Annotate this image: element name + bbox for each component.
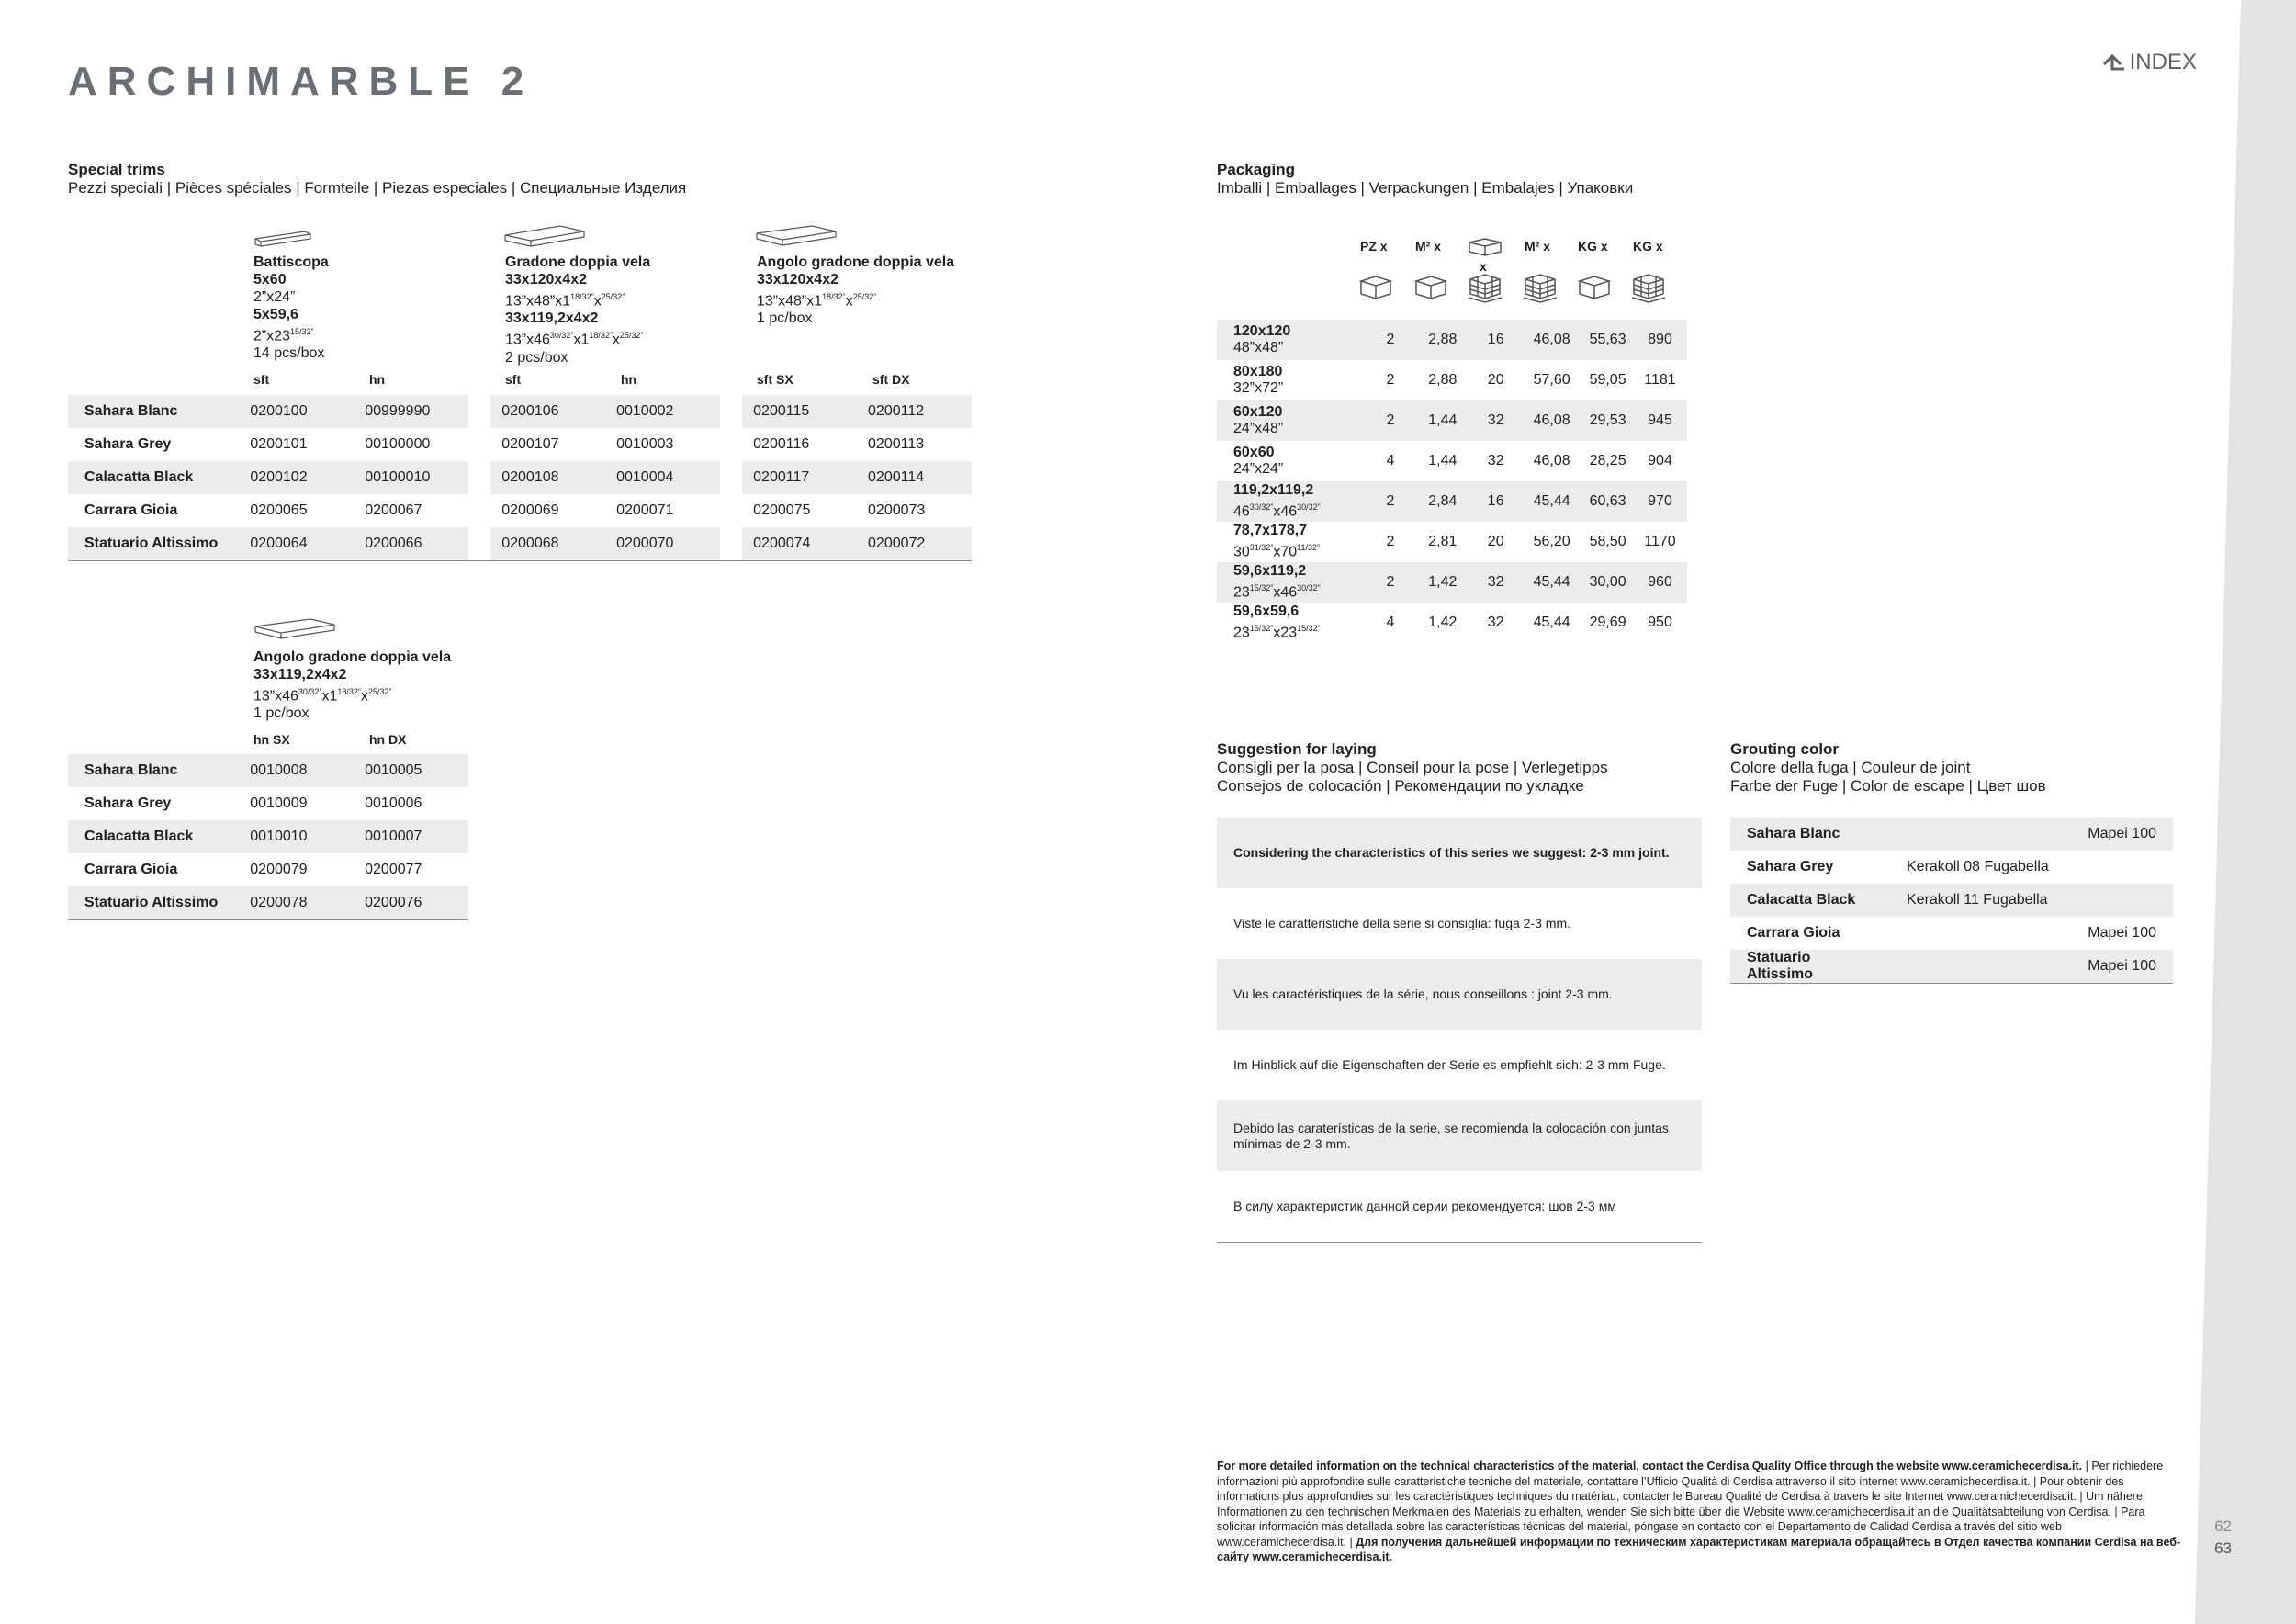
sup: 25/32” [601, 292, 625, 301]
product-pack: 2 pcs/box [505, 349, 568, 366]
table-row [1730, 884, 2173, 917]
format-cell [1217, 400, 1367, 441]
code-cell: 0200102 [239, 461, 354, 494]
product-pack: 1 pc/box [253, 705, 310, 722]
table-row [68, 527, 972, 560]
product-size-in: 2”x24” [253, 289, 296, 305]
row-label: Sahara Grey [1747, 859, 1834, 874]
pallet-icon [1522, 272, 1559, 303]
special-trims-heading: Special trims [68, 161, 165, 178]
table-row [1730, 818, 2173, 851]
table-row [68, 428, 972, 461]
sup: 30/32” [1249, 502, 1274, 513]
row-label: Carrara Gioia [84, 862, 178, 877]
code-cell: 0200108 [490, 461, 605, 494]
suggestion-heading: Suggestion for laying [1217, 740, 1377, 758]
suggestion-line: Viste le caratteristiche della serie si consiglia: fuga 2-3 mm. [1233, 916, 1571, 930]
row-label: Sahara Blanc [68, 754, 239, 787]
special-trims-header [68, 161, 686, 197]
product-size-cm: 33x119,2x4x2 [253, 667, 347, 682]
value-cell: 45,44 [1533, 615, 1570, 630]
footer-bold-ru: Для получения дальнейшей информации по техническим характеристикам материала обращайтесь в Отдел качества компании Cerdisa на веб-сайту www.ceramichecerdisa.it. [1217, 1535, 2181, 1563]
table-row [68, 820, 468, 853]
format-cell [1217, 603, 1367, 643]
value-cell: 1170 [1644, 534, 1676, 549]
code-cell: 0010006 [365, 795, 422, 811]
value-cell: 56,20 [1533, 534, 1570, 549]
format-in-mid: x46 [1273, 584, 1298, 601]
product-angolo-2 [253, 648, 451, 722]
col-header-m2: M² x [1415, 239, 1441, 254]
value-cell: 1181 [1644, 372, 1676, 388]
code-cell: 0200101 [250, 436, 308, 452]
table-row [68, 886, 468, 919]
row-label: Calacatta Black [68, 461, 239, 494]
grouting-table [1730, 818, 2173, 984]
sup: 18/32” [570, 292, 594, 301]
suggestion-line: Considering the characteristics of this series we suggest: 2-3 mm joint. [1217, 818, 1702, 888]
value-cell: 20 [1487, 372, 1504, 388]
value-cell: 945 [1633, 400, 1687, 441]
sup: 18/32” [822, 292, 846, 301]
kerakoll-cell [1890, 950, 2069, 984]
footer-bold: For more detailed information on the technical characteristics of the material, contact the Cerdisa Quality Office through the website www.ceramichecerdisa.it. [1217, 1460, 2083, 1472]
code-cell: 0200076 [354, 886, 468, 919]
kerakoll-cell: Kerakoll 11 Fugabella [1890, 884, 2069, 917]
code-cell: 00100000 [365, 436, 431, 452]
sup: 18/32” [589, 331, 613, 341]
suggestion-header [1217, 740, 1608, 795]
value-cell: 890 [1633, 320, 1687, 360]
sup: 30/32” [1297, 583, 1321, 593]
code-cell: 0200072 [857, 527, 972, 560]
sup: 25/32” [852, 292, 877, 301]
code-cell: 0200117 [742, 461, 857, 494]
table-row [1730, 917, 2173, 950]
sup: 25/32” [367, 687, 392, 696]
x: x [593, 293, 602, 310]
format-in: 46 [1233, 503, 1250, 520]
table-row [1217, 522, 1687, 562]
mapei-cell: Mapei 100 [2069, 950, 2173, 984]
suggestion-list [1217, 818, 1702, 1243]
value-cell: 4 [1386, 453, 1395, 468]
value-cell: 1,42 [1428, 615, 1458, 630]
product-name: Angolo gradone doppia vela [253, 649, 452, 665]
value-cell: 59,05 [1589, 372, 1626, 388]
sup: 25/32” [619, 331, 644, 341]
format-cell [1217, 481, 1367, 522]
product-gradone [505, 254, 650, 367]
sup: 30/32” [1297, 502, 1321, 513]
packaging-header [1217, 161, 1633, 197]
code-cell: 0200065 [250, 502, 308, 518]
format-in-mid: x70 [1273, 544, 1298, 560]
code-cell: 0010009 [250, 795, 308, 811]
packaging-table [1217, 320, 1687, 643]
code-cell: 0200064 [239, 527, 354, 560]
format-cm: 59,6x119,2 [1233, 563, 1307, 580]
packaging-heading: Packaging [1217, 161, 1296, 178]
page-title: ARCHIMARBLE 2 [68, 59, 535, 104]
format-in-mid: x46 [1273, 503, 1298, 520]
index-link[interactable] [2102, 50, 2197, 75]
format-in-mid: x23 [1273, 625, 1298, 641]
table-row [68, 494, 972, 527]
pallet-icon [1630, 272, 1667, 303]
sup: 15/32” [1249, 624, 1274, 634]
pallet-icon [1467, 272, 1503, 303]
col-header-m2-pallet: M² x [1525, 239, 1550, 254]
arrow-up-icon [2102, 53, 2126, 72]
page-edge-band [2195, 0, 2296, 1624]
code-cell: 0200074 [742, 527, 857, 560]
row-label: Calacatta Black [1730, 884, 1890, 917]
kerakoll-cell [1890, 917, 2069, 950]
value-cell: 2 [1386, 534, 1395, 549]
corner-step-icon [755, 224, 839, 252]
format-cell [1217, 360, 1367, 400]
page-number-left: 62 [2214, 1517, 2232, 1535]
value-cell: 2 [1367, 481, 1415, 522]
code-cell: 0010005 [354, 754, 468, 787]
sup: 18/32” [337, 687, 361, 696]
column-gap [720, 461, 742, 494]
format-cell [1217, 441, 1367, 481]
table-row [1217, 481, 1687, 522]
product-size2-in: 13”x46 [505, 332, 550, 348]
col-header: sft SX [757, 372, 793, 387]
suggestion-line: В силу характеристик данной серии рекомендуется: шов 2-3 мм [1233, 1199, 1616, 1213]
value-cell: 46,08 [1521, 320, 1582, 360]
format-in: 23 [1233, 584, 1250, 601]
col-header: hn [369, 372, 386, 387]
grouting-heading: Grouting color [1730, 740, 1840, 758]
x: x [845, 293, 853, 310]
product-angolo [757, 254, 954, 327]
value-cell: 2,88 [1414, 320, 1470, 360]
format-cell [1217, 562, 1367, 603]
code-cell: 0200066 [354, 527, 468, 560]
sup: 15/32” [1249, 583, 1274, 593]
column-gap [468, 461, 490, 494]
value-cell: 1,44 [1414, 400, 1470, 441]
code-cell: 0200068 [490, 527, 605, 560]
value-cell: 2,81 [1428, 534, 1458, 549]
row-label: Sahara Grey [84, 795, 172, 811]
code-cell: 0010002 [605, 395, 720, 428]
table-row [1217, 441, 1687, 481]
column-gap [720, 494, 742, 527]
grouting-header [1730, 740, 2046, 795]
format-cm: 60x60 [1233, 445, 1275, 460]
column-gap [468, 494, 490, 527]
table-row [68, 461, 972, 494]
sup: 30/32” [298, 687, 322, 696]
product-size2-cm: 5x59,6 [253, 307, 298, 322]
value-cell: 2 [1367, 400, 1415, 441]
code-cell: 0200070 [605, 527, 720, 560]
value-cell: 28,25 [1589, 453, 1626, 468]
value-cell: 29,69 [1589, 615, 1626, 630]
product-battiscopa [253, 254, 329, 362]
mapei-cell: Mapei 100 [2069, 818, 2173, 851]
code-cell: 0010008 [239, 754, 354, 787]
row-label: Carrara Gioia [84, 502, 178, 518]
grouting-subheading-1: Colore della fuga | Couleur de joint [1730, 759, 1971, 776]
code-cell: 0200100 [239, 395, 354, 428]
code-cell: 0200078 [239, 886, 354, 919]
kerakoll-cell [1890, 818, 2069, 851]
product-size-cm: 33x120x4x2 [505, 272, 587, 288]
code-cell: 0200077 [365, 862, 422, 877]
product-pack: 14 pcs/box [253, 345, 325, 362]
value-cell: 970 [1633, 481, 1687, 522]
code-cell: 0200067 [365, 502, 422, 518]
mapei-cell [2069, 851, 2173, 884]
product-size2-in: 2”x23 [253, 328, 291, 344]
value-cell: 58,50 [1589, 534, 1626, 549]
code-cell: 0010003 [616, 436, 674, 452]
table-row [68, 754, 468, 787]
suggestion-subheading-2: Consejos de colocación | Рекомендации по укладке [1217, 777, 1584, 795]
col-header-kg: KG x [1578, 239, 1608, 254]
value-cell: 16 [1470, 320, 1521, 360]
table-row [1217, 603, 1687, 643]
step-tread-icon [503, 224, 588, 252]
suggestion-line: Vu les caractéristiques de la série, nous conseillons : joint 2-3 mm. [1217, 959, 1702, 1030]
special-trims-table [68, 395, 972, 561]
row-label: Carrara Gioia [1747, 925, 1840, 941]
packaging-column-headers [1360, 237, 1694, 310]
box-icon [1467, 237, 1503, 257]
format-cell [1217, 320, 1367, 360]
value-cell: 32 [1487, 453, 1504, 468]
format-cm: 120x120 [1233, 323, 1291, 339]
box-icon [1358, 274, 1393, 299]
code-cell: 0010004 [605, 461, 720, 494]
code-cell: 0200106 [490, 395, 605, 428]
format-in: 24”x48” [1233, 421, 1284, 436]
code-cell: 0200073 [868, 502, 926, 518]
grouting-subheading-2: Farbe der Fuge | Color de escape | Цвет шов [1730, 777, 2046, 795]
col-header: hn [621, 372, 637, 387]
format-in: 23 [1233, 625, 1250, 641]
col-header-kg-pallet: KG x [1633, 239, 1663, 254]
x: x [612, 332, 620, 348]
col-header: hn SX [253, 732, 290, 747]
value-cell: 55,63 [1582, 320, 1633, 360]
packaging-subheading: Imballi | Emballages | Verpackungen | Embalajes | Упаковки [1217, 179, 1634, 197]
code-cell: 0200115 [742, 395, 857, 428]
format-in: 48”x48” [1233, 340, 1284, 355]
row-label: Statuario Altissimo [1730, 950, 1890, 984]
code-cell: 0200107 [501, 436, 559, 452]
product-size2-cm: 33x119,2x4x2 [505, 310, 599, 327]
table-row [1217, 320, 1687, 360]
row-label: Sahara Grey [84, 436, 172, 452]
column-gap [468, 395, 490, 428]
format-in: 24”x24” [1233, 461, 1284, 477]
value-cell: 950 [1648, 615, 1672, 630]
code-cell: 0200071 [616, 502, 674, 518]
code-cell: 0200069 [501, 502, 559, 518]
product-size-in: 13”x48”x1 [757, 293, 823, 310]
format-cm: 59,6x59,6 [1233, 603, 1300, 620]
x: x1 [321, 688, 338, 705]
page-number-right: 63 [2214, 1539, 2232, 1557]
col-header: sft DX [872, 372, 910, 387]
code-cell: 0200112 [857, 395, 972, 428]
col-header: sft [505, 372, 522, 387]
column-gap [720, 527, 742, 560]
index-label: INDEX [2129, 50, 2197, 74]
table-row [1217, 562, 1687, 603]
table-row [1730, 950, 2173, 984]
table-row [1217, 360, 1687, 400]
value-cell: 16 [1470, 481, 1521, 522]
value-cell: 1,44 [1428, 453, 1458, 468]
format-cm: 119,2x119,2 [1233, 482, 1314, 499]
format-in: 30 [1233, 544, 1250, 560]
suggestion-subheading-1: Consigli per la posa | Conseil pour la pose | Verlegetipps [1217, 759, 1608, 776]
row-label: Statuario Altissimo [68, 527, 239, 560]
product-pack: 1 pc/box [757, 310, 813, 327]
code-cell: 0200075 [753, 502, 811, 518]
value-cell: 45,44 [1521, 481, 1582, 522]
suggestion-line: Debido las caraterísticas de la serie, se recomienda la colocación con juntas mínimas de 2-3 mm. [1217, 1100, 1702, 1171]
code-cell: 0010010 [239, 820, 354, 853]
code-cell: 0200079 [250, 862, 308, 877]
row-label: Sahara Blanc [1730, 818, 1890, 851]
value-cell: 30,00 [1582, 562, 1633, 603]
value-cell: 2 [1367, 320, 1415, 360]
code-cell: 0200114 [857, 461, 972, 494]
product-size2-in-sup: 15/32” [290, 327, 314, 336]
value-cell: 1,42 [1414, 562, 1470, 603]
box-icon [1413, 274, 1448, 299]
format-in: 32”x72” [1233, 380, 1284, 396]
value-cell: 57,60 [1533, 372, 1570, 388]
special-trims-table-2 [68, 754, 468, 920]
mapei-cell [2069, 884, 2173, 917]
value-cell: 32 [1470, 400, 1521, 441]
row-label: Sahara Blanc [68, 395, 239, 428]
sup: 30/32” [549, 331, 574, 341]
battiscopa-icon [253, 230, 312, 250]
value-cell: 2,84 [1414, 481, 1470, 522]
value-cell: 60,63 [1582, 481, 1633, 522]
format-cm: 60x120 [1233, 404, 1283, 420]
table-row [68, 787, 468, 820]
value-cell: 4 [1386, 615, 1395, 630]
row-label: Statuario Altissimo [68, 886, 239, 919]
code-cell: 0200113 [868, 436, 925, 452]
value-cell: 29,53 [1582, 400, 1633, 441]
kerakoll-cell: Kerakoll 08 Fugabella [1907, 859, 2049, 874]
format-cm: 78,7x178,7 [1233, 523, 1308, 539]
product-size-in: 13”x48”x1 [505, 293, 571, 310]
product-name: Gradone doppia vela [505, 254, 651, 270]
value-cell: 46,08 [1521, 400, 1582, 441]
table-row [1217, 400, 1687, 441]
format-cell [1217, 522, 1367, 562]
value-cell: 2,88 [1428, 372, 1458, 388]
value-cell: 960 [1633, 562, 1687, 603]
col-header: hn DX [369, 732, 407, 747]
mapei-cell: Mapei 100 [2088, 925, 2156, 941]
value-cell: 2 [1386, 372, 1395, 388]
value-cell: 32 [1470, 562, 1521, 603]
code-cell: 00100010 [354, 461, 468, 494]
box-icon [1577, 274, 1612, 299]
table-row [1730, 851, 2173, 884]
value-cell: 2 [1367, 562, 1415, 603]
value-cell: 46,08 [1533, 453, 1570, 468]
column-gap [468, 428, 490, 461]
x: x1 [573, 332, 590, 348]
sup: 11/32” [1297, 543, 1320, 553]
column-gap [468, 527, 490, 560]
product-size-cm: 33x120x4x2 [757, 272, 838, 288]
value-cell: 32 [1487, 615, 1504, 630]
code-cell: 0010007 [354, 820, 468, 853]
value-cell: 904 [1648, 453, 1672, 468]
corner-step-icon-2 [253, 617, 338, 643]
column-gap [720, 428, 742, 461]
special-trims-subheading: Pezzi speciali | Pièces spéciales | Formteile | Piezas especiales | Специальные Изделия [68, 179, 687, 197]
col-header: sft [253, 372, 270, 387]
product-size-in: 13”x46 [253, 688, 298, 705]
product-name: Angolo gradone doppia vela [757, 254, 955, 270]
footer-text: | Per richiedere informazioni più approfondite sulle caratteristiche tecniche del materiale, contattare l’Ufficio Qualità di Cerdisa attraverso il sito internet www.ceramichecerdisa.it. | Pour obtenir des informations plus approfondies sur les caractéristiques techniques du matériau, contacter le Bureau Qualité de Cerdisa à travers le site Internet www.ceramichecerdisa.it. | Um nähere Informationen zu den technischen Merkmalen des Materials zu erhalten, wenden Sie sich bitte über die Website www.ceramichecerdisa.it an die Qualitätsabteilung von Cerdisa. | Para solicitar información más detallada sobre las características técnicas del material, póngase en contacto con el Departamento de Calidad Cerdisa a través del sitio web www.ceramichecerdisa.it. | [1217, 1460, 2164, 1549]
sup: 15/32” [1297, 624, 1321, 634]
x: x [360, 688, 368, 705]
column-gap [720, 395, 742, 428]
table-row [68, 853, 468, 886]
suggestion-line: Im Hinblick auf die Eigenschaften der Serie es empfiehlt sich: 2-3 mm Fuge. [1233, 1057, 1666, 1072]
value-cell: 45,44 [1521, 562, 1582, 603]
row-label: Calacatta Black [68, 820, 239, 853]
col-header-x: x [1480, 259, 1487, 274]
value-cell: 20 [1487, 534, 1504, 549]
footer-note [1217, 1459, 2187, 1565]
sup: 31/32” [1249, 543, 1274, 553]
code-cell: 0200116 [753, 436, 810, 452]
product-size-cm: 5x60 [253, 272, 287, 288]
format-cm: 80x180 [1233, 364, 1283, 379]
product-name: Battiscopa [253, 254, 329, 270]
code-cell: 00999990 [354, 395, 468, 428]
col-header-pz: PZ x [1360, 239, 1388, 254]
table-row [68, 395, 972, 428]
